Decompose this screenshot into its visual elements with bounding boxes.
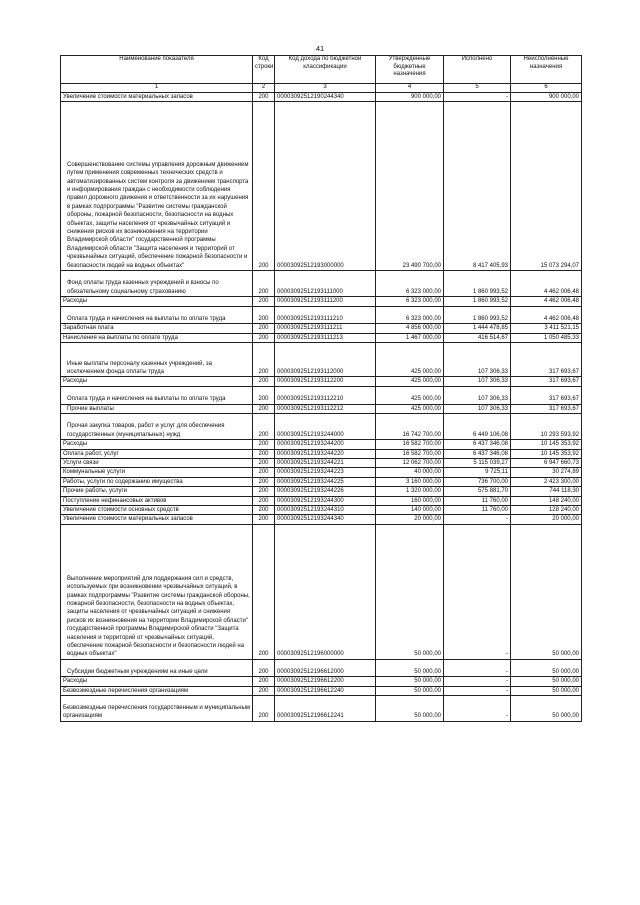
row-code-cell: 200: [253, 468, 275, 477]
row-code-cell: 200: [253, 93, 275, 102]
row-classification-cell: 00003092512193244221: [275, 459, 376, 468]
row-executed-cell: -: [444, 696, 511, 722]
table-row: [61, 93, 582, 102]
row-code-cell: 200: [253, 524, 275, 659]
row-code-cell: 200: [253, 440, 275, 449]
row-executed-cell: 107 306,33: [444, 386, 511, 404]
row-unexecuted-cell: 30 274,89: [511, 468, 582, 477]
row-approved-cell: 160 000,00: [376, 496, 444, 505]
row-classification-cell: 00003092512193244225: [275, 477, 376, 486]
row-classification-cell: 00003092512193244226: [275, 487, 376, 496]
row-unexecuted-cell: 50 000,00: [511, 659, 582, 676]
row-name-cell: Выполнение мероприятий для поддержания сил и средств, используемых при возникновении чрезвычайных ситуаций, в рамках подпрограммы "Развитие системы гражданской обороны, пожарной безопасности, безопасности на водных объектах, защиты населения от чрезвычайных ситуаций и снижения рисков их возникновения на территории Владимирской области" государственной программы Владимирской области "Защита населения и территорий от чрезвычайных ситуаций, обеспечение пожарной безопасности и безопасности людей на водных объектах": [61, 524, 253, 659]
row-executed-cell: 1 860 993,52: [444, 306, 511, 324]
column-number: 2: [253, 84, 275, 93]
column-number: 4: [376, 84, 444, 93]
row-name-cell: Прочие выплаты: [61, 404, 253, 413]
row-code-cell: 200: [253, 386, 275, 404]
row-approved-cell: 1 320 000,00: [376, 487, 444, 496]
table-row: [61, 297, 582, 306]
row-approved-cell: 425 000,00: [376, 377, 444, 386]
row-unexecuted-cell: 10 145 353,92: [511, 440, 582, 449]
table-row: [61, 271, 582, 297]
row-executed-cell: 1 860 993,52: [444, 297, 511, 306]
row-approved-cell: 140 000,00: [376, 506, 444, 515]
row-code-cell: 200: [253, 414, 275, 440]
table-row: [61, 686, 582, 695]
row-executed-cell: -: [444, 677, 511, 686]
row-classification-cell: 00003092512193112212: [275, 404, 376, 413]
table-row: [61, 333, 582, 342]
row-name-cell: Оплата работ, услуг: [61, 449, 253, 458]
row-unexecuted-cell: 10 145 353,92: [511, 449, 582, 458]
row-classification-cell: 00003092512193000000: [275, 102, 376, 271]
table-row: [61, 696, 582, 722]
row-classification-cell: 00003092512193244200: [275, 440, 376, 449]
row-code-cell: 200: [253, 343, 275, 377]
row-approved-cell: 6 323 000,00: [376, 271, 444, 297]
row-classification-cell: 00003092512193111213: [275, 333, 376, 342]
row-approved-cell: 40 000,00: [376, 468, 444, 477]
row-approved-cell: 4 856 000,00: [376, 324, 444, 333]
row-executed-cell: 736 700,00: [444, 477, 511, 486]
row-unexecuted-cell: 50 000,00: [511, 686, 582, 695]
row-code-cell: 200: [253, 324, 275, 333]
column-number: 3: [275, 84, 376, 93]
row-code-cell: 200: [253, 459, 275, 468]
table-row: [61, 506, 582, 515]
row-name-cell: Услуги связи: [61, 459, 253, 468]
row-approved-cell: 425 000,00: [376, 386, 444, 404]
header-approved: Утвержденные бюджетные назначения: [376, 56, 444, 84]
row-executed-cell: 6 437 346,08: [444, 449, 511, 458]
row-code-cell: 200: [253, 506, 275, 515]
header-name: Наименование показателя: [61, 56, 253, 84]
table-row: [61, 343, 582, 377]
row-approved-cell: 50 000,00: [376, 659, 444, 676]
row-code-cell: 200: [253, 333, 275, 342]
table-row: [61, 440, 582, 449]
table-row: [61, 524, 582, 659]
row-executed-cell: 1 444 478,85: [444, 324, 511, 333]
row-unexecuted-cell: 900 000,00: [511, 93, 582, 102]
row-classification-cell: 00003092512193111211: [275, 324, 376, 333]
header-executed: Исполнено: [444, 56, 511, 84]
row-classification-cell: 00003092512196612240: [275, 686, 376, 695]
row-classification-cell: 00003092512193112210: [275, 386, 376, 404]
row-executed-cell: 1 860 993,52: [444, 271, 511, 297]
row-code-cell: 200: [253, 696, 275, 722]
table-row: [61, 659, 582, 676]
row-approved-cell: 50 000,00: [376, 696, 444, 722]
row-name-cell: Расходы: [61, 440, 253, 449]
row-executed-cell: 107 306,33: [444, 404, 511, 413]
row-code-cell: 200: [253, 487, 275, 496]
row-executed-cell: 575 881,70: [444, 487, 511, 496]
row-unexecuted-cell: 317 693,67: [511, 377, 582, 386]
row-executed-cell: 107 306,33: [444, 343, 511, 377]
row-approved-cell: 16 742 700,00: [376, 414, 444, 440]
table-row: [61, 487, 582, 496]
row-approved-cell: 20 000,00: [376, 515, 444, 524]
row-unexecuted-cell: 10 293 593,92: [511, 414, 582, 440]
table-row: [61, 496, 582, 505]
row-executed-cell: 11 760,00: [444, 506, 511, 515]
row-unexecuted-cell: 3 411 521,15: [511, 324, 582, 333]
table-row: [61, 324, 582, 333]
row-classification-cell: 00003092512196612200: [275, 677, 376, 686]
table-row: [61, 449, 582, 458]
row-name-cell: Начисления на выплаты по оплате труда: [61, 333, 253, 342]
page-number: 41: [315, 44, 325, 53]
row-unexecuted-cell: 4 462 006,48: [511, 306, 582, 324]
row-unexecuted-cell: 20 000,00: [511, 515, 582, 524]
row-code-cell: 200: [253, 477, 275, 486]
row-approved-cell: 6 323 000,00: [376, 306, 444, 324]
header-code: Код строки: [253, 56, 275, 84]
row-name-cell: Расходы: [61, 297, 253, 306]
row-code-cell: 200: [253, 686, 275, 695]
row-name-cell: Совершенствование системы управления дорожным движением путем применения современных технических средств и автоматизированных систем контроля за движением транспорта и информирования граждан с необходимости соблюдения правил дорожного движения и ответственности за их нарушения в рамках подпрограммы "Развитие системы гражданской обороны, пожарной безопасности, безопасности на водных объектах, защиты населения от чрезвычайных ситуаций и снижения рисков их возникновения на территории Владимирской области" государственной программы Владимирской области "Защита населения и территорий от чрезвычайных ситуаций, обеспечение пожарной безопасности и безопасности людей на водных объектах": [61, 102, 253, 271]
row-approved-cell: 50 000,00: [376, 677, 444, 686]
row-classification-cell: 00003092512193111200: [275, 297, 376, 306]
row-approved-cell: 23 490 700,00: [376, 102, 444, 271]
row-unexecuted-cell: 1 050 485,33: [511, 333, 582, 342]
row-code-cell: 200: [253, 271, 275, 297]
column-number: 5: [444, 84, 511, 93]
row-approved-cell: 425 000,00: [376, 343, 444, 377]
row-code-cell: 200: [253, 102, 275, 271]
table-row: [61, 477, 582, 486]
row-classification-cell: 00003092512193244340: [275, 515, 376, 524]
row-code-cell: 200: [253, 404, 275, 413]
table-row: [61, 459, 582, 468]
row-name-cell: Прочие работы, услуги: [61, 487, 253, 496]
row-code-cell: 200: [253, 297, 275, 306]
row-classification-cell: 00003092512193244310: [275, 506, 376, 515]
table-row: [61, 377, 582, 386]
budget-execution-table: [60, 55, 582, 722]
row-executed-cell: -: [444, 659, 511, 676]
row-executed-cell: 416 514,67: [444, 333, 511, 342]
row-unexecuted-cell: 317 693,67: [511, 404, 582, 413]
row-classification-cell: 00003092512193244000: [275, 414, 376, 440]
row-approved-cell: 12 062 700,00: [376, 459, 444, 468]
row-approved-cell: 50 000,00: [376, 686, 444, 695]
row-name-cell: Заработная плата: [61, 324, 253, 333]
table-row: [61, 386, 582, 404]
row-executed-cell: -: [444, 515, 511, 524]
row-approved-cell: 16 582 700,00: [376, 449, 444, 458]
row-name-cell: Фонд оплаты труда казенных учреждений и взносы по обязательному социальному страхованию: [61, 271, 253, 297]
table-row: [61, 515, 582, 524]
row-code-cell: 200: [253, 449, 275, 458]
row-classification-cell: 00003092512196612241: [275, 696, 376, 722]
row-executed-cell: -: [444, 524, 511, 659]
row-unexecuted-cell: 4 462 006,48: [511, 271, 582, 297]
row-name-cell: Оплата труда и начисления на выплаты по оплате труда: [61, 386, 253, 404]
row-code-cell: 200: [253, 677, 275, 686]
row-approved-cell: 900 000,00: [376, 93, 444, 102]
row-code-cell: 200: [253, 496, 275, 505]
row-name-cell: Расходы: [61, 377, 253, 386]
row-unexecuted-cell: 317 693,67: [511, 343, 582, 377]
column-number-row: [61, 84, 582, 93]
row-executed-cell: 5 115 039,27: [444, 459, 511, 468]
row-classification-cell: 00003092512193244220: [275, 449, 376, 458]
column-number: 6: [511, 84, 582, 93]
table-row: [61, 677, 582, 686]
row-approved-cell: 1 467 000,00: [376, 333, 444, 342]
row-name-cell: Поступление нефинансовых активов: [61, 496, 253, 505]
row-code-cell: 200: [253, 659, 275, 676]
row-classification-cell: 00003092512193111210: [275, 306, 376, 324]
row-executed-cell: 9 725,11: [444, 468, 511, 477]
row-unexecuted-cell: 744 118,30: [511, 487, 582, 496]
row-classification-cell: 00003092512190244340: [275, 93, 376, 102]
row-unexecuted-cell: 317 693,67: [511, 386, 582, 404]
row-name-cell: Субсидии бюджетным учреждениям на иные цели: [61, 659, 253, 676]
row-executed-cell: -: [444, 93, 511, 102]
row-code-cell: 200: [253, 377, 275, 386]
header-unexecuted: Неисполненные назначения: [511, 56, 582, 84]
row-code-cell: 200: [253, 515, 275, 524]
row-unexecuted-cell: 2 423 300,00: [511, 477, 582, 486]
row-name-cell: Работы, услуги по содержанию имущества: [61, 477, 253, 486]
row-classification-cell: 00003092512193111000: [275, 271, 376, 297]
row-classification-cell: 00003092512196612000: [275, 659, 376, 676]
table-row: [61, 404, 582, 413]
table-body: [61, 93, 582, 722]
row-unexecuted-cell: 15 073 294,07: [511, 102, 582, 271]
table-row: [61, 306, 582, 324]
row-unexecuted-cell: 128 240,00: [511, 506, 582, 515]
row-approved-cell: 425 000,00: [376, 404, 444, 413]
row-code-cell: 200: [253, 306, 275, 324]
row-unexecuted-cell: 50 000,00: [511, 677, 582, 686]
row-name-cell: Увеличение стоимости материальных запасов: [61, 93, 253, 102]
row-approved-cell: 16 582 700,00: [376, 440, 444, 449]
table-row: [61, 414, 582, 440]
row-executed-cell: 107 306,33: [444, 377, 511, 386]
header-classification: Код дохода по бюджетной классификации: [275, 56, 376, 84]
row-classification-cell: 00003092512193112000: [275, 343, 376, 377]
row-executed-cell: 6 437 346,08: [444, 440, 511, 449]
row-executed-cell: 11 760,00: [444, 496, 511, 505]
row-executed-cell: 8 417 405,93: [444, 102, 511, 271]
table-row: [61, 468, 582, 477]
row-classification-cell: 00003092512193244223: [275, 468, 376, 477]
row-unexecuted-cell: 4 462 006,48: [511, 297, 582, 306]
column-number: 1: [61, 84, 253, 93]
table-header: [61, 56, 582, 93]
row-name-cell: Увеличение стоимости материальных запасов: [61, 515, 253, 524]
row-executed-cell: -: [444, 686, 511, 695]
row-approved-cell: 50 000,00: [376, 524, 444, 659]
row-name-cell: Коммунальные услуги: [61, 468, 253, 477]
row-unexecuted-cell: 50 000,00: [511, 696, 582, 722]
row-name-cell: Расходы: [61, 677, 253, 686]
row-unexecuted-cell: 6 947 660,73: [511, 459, 582, 468]
row-name-cell: Безвозмездные перечисления государственным и муниципальным организациям: [61, 696, 253, 722]
row-name-cell: Прочая закупка товаров, работ и услуг для обеспечения государственных (муниципальных) нужд: [61, 414, 253, 440]
row-name-cell: Оплата труда и начисления на выплаты по оплате труда: [61, 306, 253, 324]
row-unexecuted-cell: 50 000,00: [511, 524, 582, 659]
row-name-cell: Безвозмездные перечисления организациям: [61, 686, 253, 695]
row-name-cell: Иные выплаты персоналу казенных учреждений, за исключением фонда оплаты труда: [61, 343, 253, 377]
row-executed-cell: 6 449 106,08: [444, 414, 511, 440]
table-row: [61, 102, 582, 271]
row-classification-cell: 00003092512193112200: [275, 377, 376, 386]
row-approved-cell: 6 323 000,00: [376, 297, 444, 306]
row-classification-cell: 00003092512196000000: [275, 524, 376, 659]
row-approved-cell: 3 160 000,00: [376, 477, 444, 486]
row-classification-cell: 00003092512193244300: [275, 496, 376, 505]
row-unexecuted-cell: 148 240,00: [511, 496, 582, 505]
row-name-cell: Увеличение стоимости основных средств: [61, 506, 253, 515]
